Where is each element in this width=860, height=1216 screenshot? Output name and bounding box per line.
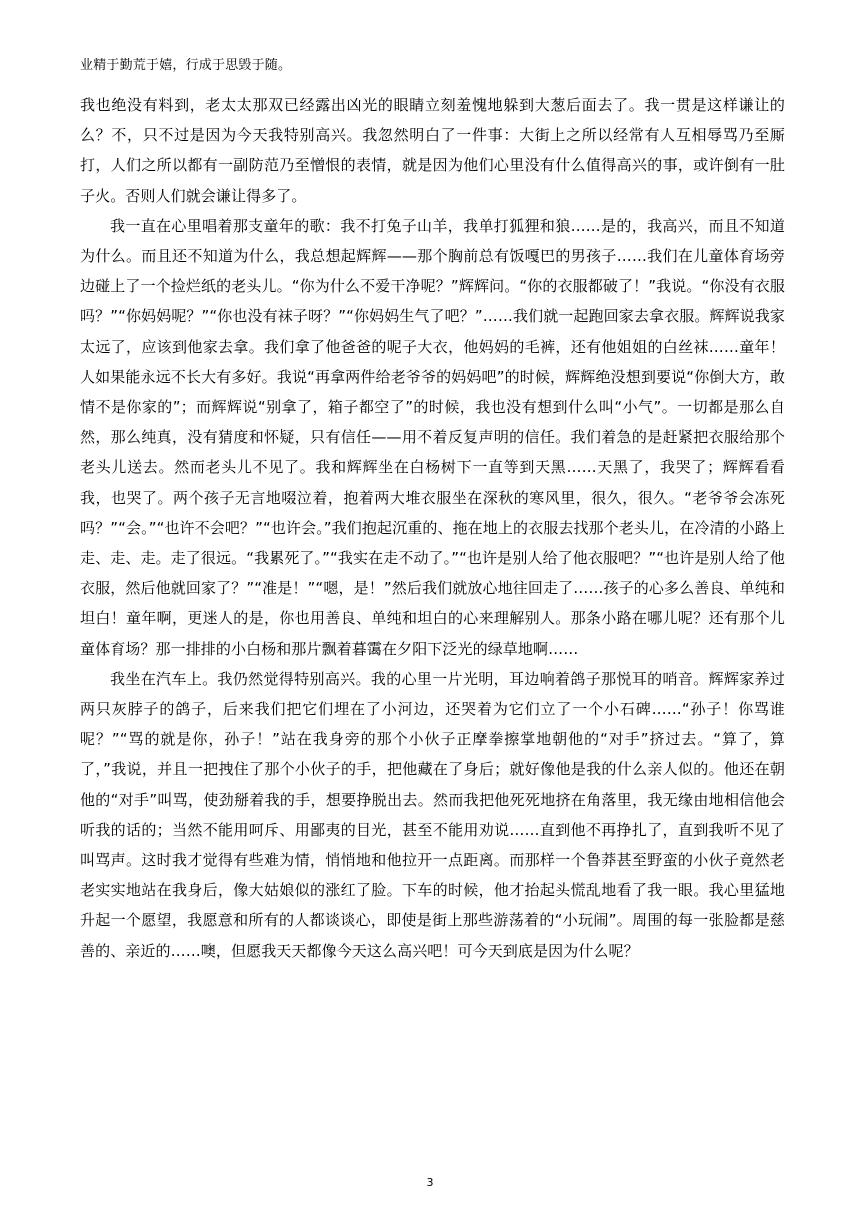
paragraph-1: 我也绝没有料到，老太太那双已经露出凶光的眼睛立刻羞愧地躲到大葱后面去了。我一贯是这样谦让的么？不，只不过是因为今天我特别高兴。我忽然明白了一件事：大街上之所以经常有人互相辱骂乃至厮打，人们之所以都有一副防范乃至憎恨的表情，就是因为他们心里没有什么值得高兴的事，或许倒有一肚子火。否则人们就会谦让得多了。 <box>80 96 785 205</box>
page-number: 3 <box>426 1176 434 1189</box>
paragraph-3: 我坐在汽车上。我仍然觉得特别高兴。我的心里一片光明，耳边响着鸽子那悦耳的哨音。辉辉家养过两只灰脖子的鸽子，后来我们把它们埋在了小河边，还哭着为它们立了一个小石碑……“孙子！你骂谁呢？”“骂的就是你，孙子！”站在我身旁的那个小伙子正摩拳擦掌地朝他的“对手”挤过去。“算了，算了，”我说，并且一把拽住了那个小伙子的手，把他藏在了身后；就好像他是我的什么亲人似的。他还在朝他的“对手”叫骂，使劲掰着我的手，想要挣脱出去。然而我把他死死地挤在角落里，我无缘由地相信他会听我的话的；当然不能用呵斥、用鄙夷的目光，甚至不能用劝说……直到他不再挣扎了，直到我听不见了叫骂声。这时我才觉得有些难为情，悄悄地和他拉开一点距离。而那样一个鲁莽甚至野蛮的小伙子竟然老老实实地站在我身后，像大姑娘似的涨红了脸。下车的时候，他才抬起头慌乱地看了我一眼。我心里猛地升起一个愿望，我愿意和所有的人都谈谈心，即使是街上那些游荡着的“小玩闹”。周围的每一张脸都是慈善的、亲近的……噢，但愿我天天都像今天这么高兴吧！可今天到底是因为什么呢？ <box>80 669 785 960</box>
header-line: 业精于勤荒于嬉，行成于思毁于随。 <box>80 58 292 73</box>
paragraph-2: 我一直在心里唱着那支童年的歌：我不打兔子山羊，我单打狐狸和狼……是的，我高兴，而且不知道为什么。而且还不知道为什么，我总想起辉辉——那个胸前总有饭嘎巴的男孩子……我们在儿童体育场旁边碰上了一个捡烂纸的老头儿。“你为什么不爱干净呢？”辉辉问。“你的衣服都破了！”我说。“你没有衣服吗？”“你妈妈呢？”“你也没有袜子呀？”“你妈妈生气了吧？”……我们就一起跑回家去拿衣服。辉辉说我家太远了，应该到他家去拿。我们拿了他爸爸的呢子大衣，他妈妈的毛裤，还有他姐姐的白丝袜……童年！人如果能永远不长大有多好。我说“再拿两件给老爷爷的妈妈吧”的时候，辉辉绝没想到要说“你倒大方，敢情不是你家的”；而辉辉说“别拿了，箱子都空了”的时候，我也没有想到什么叫“小气”。一切都是那么自然，那么纯真，没有猜度和怀疑，只有信任——用不着反复声明的信任。我们着急的是赶紧把衣服给那个老头儿送去。然而老头儿不见了。我和辉辉坐在白杨树下一直等到天黑……天黑了，我哭了；辉辉看看我，也哭了。两个孩子无言地啜泣着，抱着两大堆衣服坐在深秋的寒风里，很久，很久。“老爷爷会冻死吗？”“会。”“也许不会吧？”“也许会。”我们抱起沉重的、拖在地上的衣服去找那个老头儿，在冷清的小路上走、走、走。走了很远。“我累死了。”“我实在走不动了。”“也许是别人给了他衣服吧？”“也许是别人给了他衣服，然后他就回家了？”“准是！”“嗯，是！”然后我们就放心地往回走了……孩子的心多么善良、单纯和坦白！童年啊，更迷人的是，你也用善良、单纯和坦白的心来理解别人。那条小路在哪儿呢？还有那个儿童体育场？那一排排的小白杨和那片飘着暮霭在夕阳下泛光的绿草地啊…… <box>80 216 785 658</box>
document-page <box>80 56 785 966</box>
